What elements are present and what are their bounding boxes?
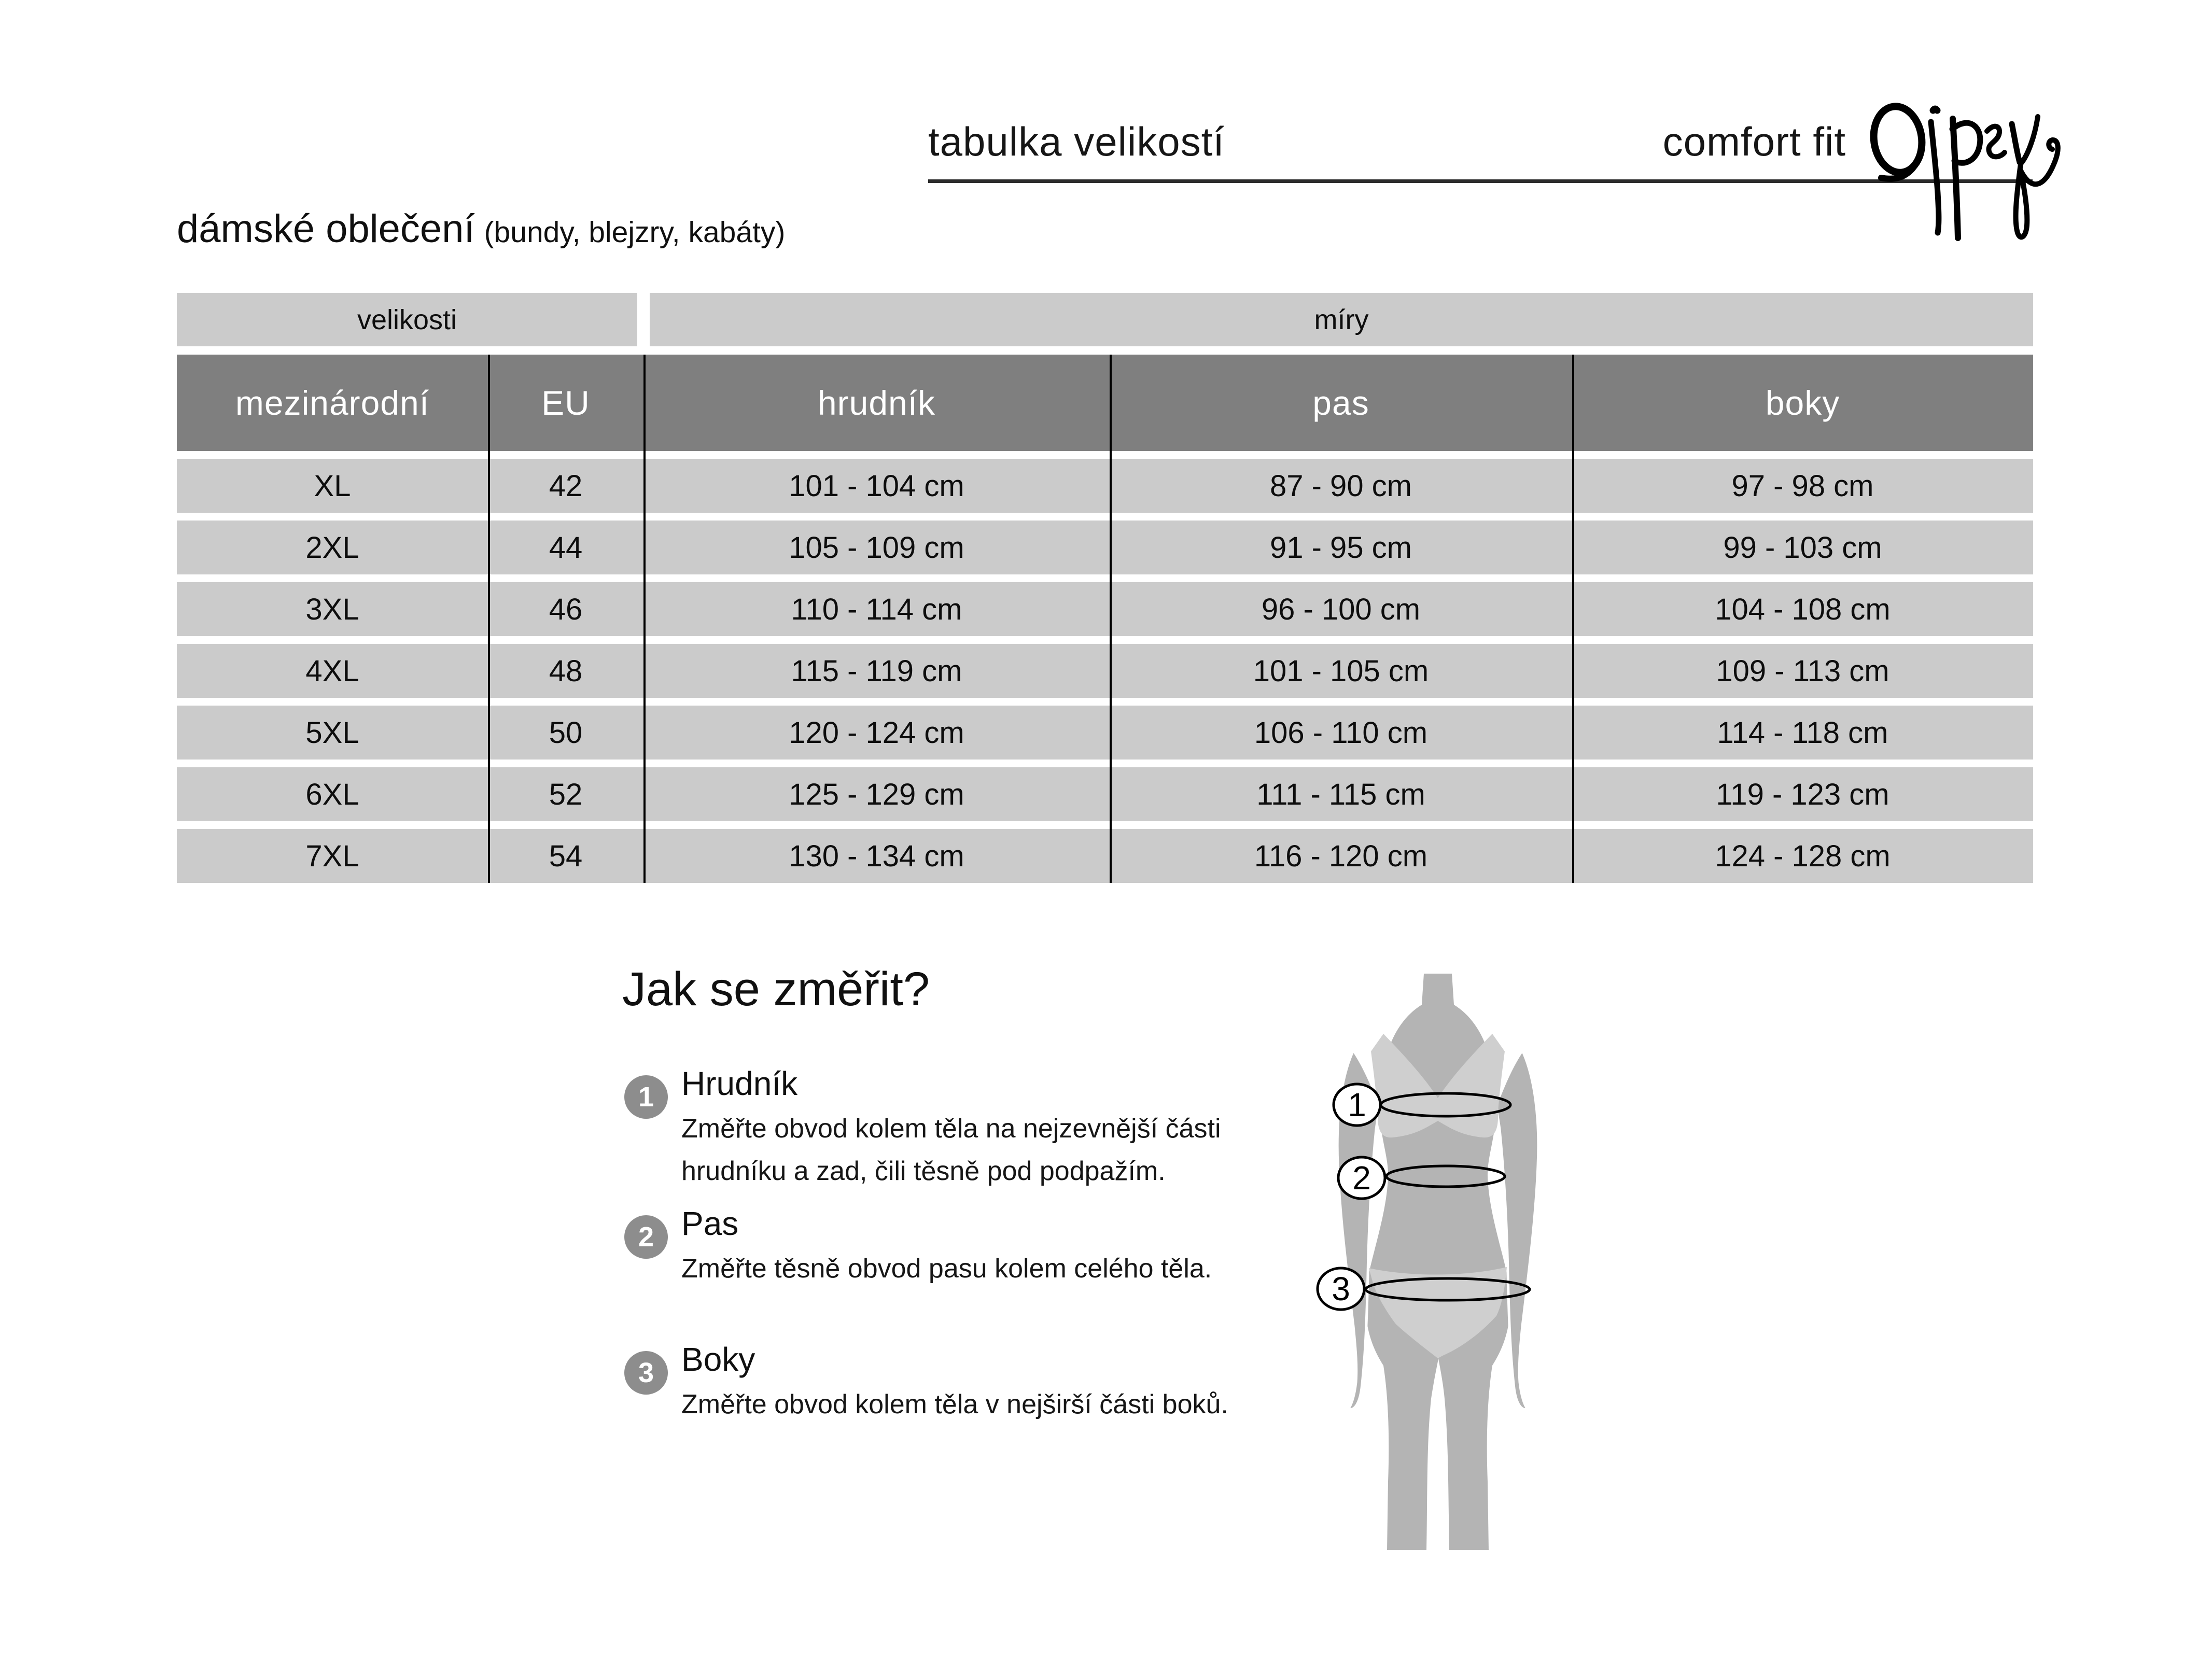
group-header-measures: míry (650, 293, 2033, 346)
group-header-sizes: velikosti (177, 293, 637, 346)
cell-size-eu: 44 (549, 530, 583, 565)
measure-item-label: Pas (681, 1205, 739, 1242)
cell-size-eu: 48 (549, 654, 583, 688)
cell-size-eu: 50 (549, 715, 583, 750)
fit-type-label: comfort fit (1662, 119, 1846, 164)
cell-waist: 96 - 100 cm (1261, 592, 1421, 626)
cell-waist: 106 - 110 cm (1254, 715, 1428, 750)
table-row (177, 767, 2033, 821)
cell-waist: 116 - 120 cm (1254, 839, 1428, 873)
measure-item-label: Boky (681, 1341, 755, 1378)
marker-2-number: 2 (1352, 1159, 1371, 1197)
size-table (177, 293, 2033, 883)
table-row (177, 644, 2033, 698)
cell-size-intl: XL (314, 469, 351, 503)
cell-hips: 99 - 103 cm (1723, 530, 1882, 565)
cell-hips: 109 - 113 cm (1716, 654, 1889, 688)
step-1-badge: 1 (624, 1075, 668, 1119)
cell-size-eu: 52 (549, 777, 583, 811)
measure-item-label: Hrudník (681, 1065, 798, 1102)
table-header-row (177, 355, 2033, 451)
cell-waist: 111 - 115 cm (1256, 777, 1425, 811)
table-row (177, 706, 2033, 760)
cell-waist: 101 - 105 cm (1253, 654, 1429, 688)
measure-item-description: Změřte obvod kolem těla na nejzevnější části hrudníku a zad, čili těsně pod podpažím. (681, 1114, 1221, 1186)
cell-hips: 104 - 108 cm (1715, 592, 1891, 626)
cell-size-eu: 46 (549, 592, 583, 626)
column-header-international: mezinárodní (235, 384, 430, 422)
gipsy-logo (1866, 58, 2063, 250)
cell-hips: 119 - 123 cm (1716, 777, 1889, 811)
cell-size-intl: 2XL (305, 530, 359, 565)
cell-hips: 97 - 98 cm (1731, 469, 1874, 503)
step-2-badge: 2 (624, 1215, 668, 1259)
cell-chest: 120 - 124 cm (789, 715, 964, 750)
measure-guide-title: Jak se změřit? (622, 963, 930, 1016)
cell-chest: 105 - 109 cm (789, 530, 964, 565)
measure-item-hips (624, 1340, 1228, 1426)
table-row (177, 459, 2033, 513)
category-heading-sub: (bundy, blejzry, kabáty) (484, 216, 786, 249)
category-heading-main: dámské oblečení (177, 207, 475, 251)
silhouette-right-arm (1495, 1050, 1538, 1410)
column-header-eu: EU (541, 384, 590, 422)
cell-size-intl: 4XL (305, 654, 359, 688)
column-header-chest: hrudník (817, 384, 936, 422)
cell-size-intl: 7XL (305, 839, 359, 873)
page-title: tabulka velikostí (928, 119, 1225, 164)
cell-size-eu: 54 (549, 839, 583, 873)
measure-item-description: Změřte těsně obvod pasu kolem celého těla. (681, 1254, 1212, 1284)
column-divider (1572, 355, 1574, 883)
cell-waist: 91 - 95 cm (1270, 530, 1412, 565)
table-row (177, 829, 2033, 883)
table-row (177, 521, 2033, 574)
cell-size-eu: 42 (549, 469, 583, 503)
cell-waist: 87 - 90 cm (1270, 469, 1412, 503)
cell-chest: 110 - 114 cm (791, 592, 962, 626)
measure-item-description: Změřte obvod kolem těla v nejširší části boků. (681, 1389, 1228, 1419)
column-divider (488, 355, 490, 883)
column-divider (643, 355, 646, 883)
cell-size-intl: 5XL (305, 715, 359, 750)
cell-size-intl: 3XL (305, 592, 359, 626)
step-3-badge: 3 (624, 1351, 668, 1395)
cell-hips: 124 - 128 cm (1715, 839, 1891, 873)
cell-chest: 115 - 119 cm (791, 654, 962, 688)
cell-chest: 101 - 104 cm (789, 469, 964, 503)
column-header-waist: pas (1312, 384, 1369, 422)
cell-chest: 125 - 129 cm (789, 777, 964, 811)
cell-size-intl: 6XL (305, 777, 359, 811)
cell-hips: 114 - 118 cm (1717, 715, 1888, 750)
cell-chest: 130 - 134 cm (789, 839, 964, 873)
column-divider (1110, 355, 1112, 883)
marker-1-number: 1 (1348, 1086, 1366, 1123)
measure-item-waist (624, 1204, 1212, 1290)
marker-3-number: 3 (1332, 1270, 1350, 1307)
category-heading (177, 206, 785, 251)
column-header-hips: boky (1765, 384, 1840, 422)
measure-item-chest (624, 1064, 1309, 1192)
body-silhouette-figure (1307, 974, 1550, 1550)
table-row (177, 582, 2033, 636)
